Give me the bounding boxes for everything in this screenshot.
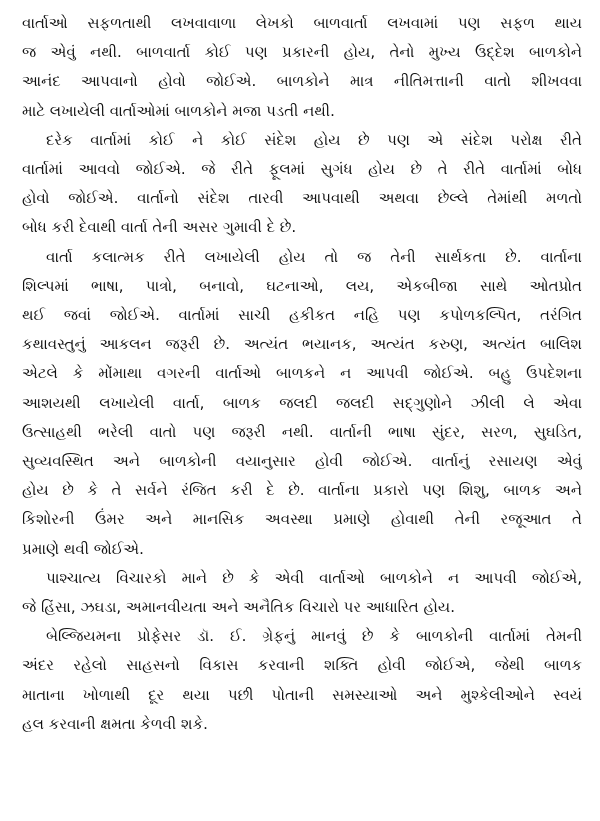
- text-line: દરેક વાર્તામાં કોઈ ને કોઈ સંદેશ હોય છે પણ એ સંદેશ પરોક્ષ રીતે: [46, 130, 582, 149]
- text-line: હોય છે કે તે સર્વને રંજિત કરી દે છે. વાર્તાના પ્રકારો પણ શિશુ, બાળક અને: [22, 481, 582, 500]
- text-line: વાર્તામાં આવવો જોઈએ. જે રીતે ફૂલમાં સુગંધ હોય છે તે રીતે વાર્તામાં બોધ: [22, 160, 582, 179]
- text-line: પ્રમાણે થવી જોઈએ.: [22, 539, 144, 558]
- text-line: એટલે કે મોંમાથા વગરની વાર્તાઓ બાળકને ન આપવી જોઈએ. બહુ ઉપદેશના: [22, 364, 582, 383]
- text-line: વાર્તા કલાત્મક રીતે લખાયેલી હોય તો જ તેની સાર્થકતા છે. વાર્તાના: [46, 247, 582, 266]
- text-line: બેલ્જિયમના પ્રોફેસર ડૉ. ઈ. ગ્રેફનું માનવું છે કે બાળકોની વાર્તામાં તેમની: [46, 627, 582, 646]
- text-line: બોધ કરી દેવાથી વાર્તા તેની અસર ગુમાવી દે છે.: [22, 218, 297, 237]
- text-line: કથાવસ્તુનું આકલન જરૂરી છે. અત્યંત ભયાનક, અત્યંત કરુણ, અત્યંત બાલિશ: [22, 335, 582, 354]
- text-line: માટે લખાયેલી વાર્તાઓમાં બાળકોને મજા પડતી નથી.: [22, 101, 335, 120]
- paragraph-4: [22, 564, 582, 622]
- text-line: જે હિંસા, ઝઘડા, અમાનવીયતા અને અનૈતિક વિચારો પર આધારિત હોય.: [22, 598, 455, 617]
- paragraph-1: [22, 9, 582, 126]
- text-line: કિશોરની ઉંમર અને માનસિક અવસ્થા પ્રમાણે હોવાથી તેની રજૂઆત તે: [22, 510, 582, 529]
- text-line: પાશ્ચાત્ય વિચારકો માને છે કે એવી વાર્તાઓ બાળકોને ન આપવી જોઈએ,: [46, 568, 582, 587]
- text-line: હોવો જોઈએ. વાર્તાનો સંદેશ તારવી આપવાથી અથવા છેલ્લે તેમાંથી મળતો: [22, 189, 582, 208]
- paragraph-3: [22, 243, 582, 564]
- paragraph-5: [22, 622, 582, 739]
- text-line: ઉત્સાહથી ભરેલી વાતો પણ જરૂરી નથી. વાર્તાની ભાષા સુંદર, સરળ, સુઘડિત,: [22, 422, 582, 441]
- text-line: હલ કરવાની ક્ષમતા કેળવી શકે.: [22, 714, 208, 733]
- text-line: વાર્તાઓ સફળતાથી લખવાવાળા લેખકો બાળવાર્તા લખવામાં પણ સફળ થાય: [22, 14, 582, 32]
- text-line: સુવ્યવસ્થિત અને બાળકોની વયાનુસાર હોવી જોઈએ. વાર્તાનું રસાયણ એવું: [22, 452, 582, 471]
- text-line: શિલ્પમાં ભાષા, પાત્રો, બનાવો, ઘટનાઓ, લય, એકબીજા સાથે ઓતપ્રોત: [22, 276, 582, 295]
- text-line: થઈ જવાં જોઈએ. વાર્તામાં સાચી હકીકત નહિ પણ કપોળકલ્પિત, તરંગિત: [22, 306, 582, 325]
- text-line: માતાના ખોળાથી દૂર થયા પછી પોતાની સમસ્યાઓ અને મુશ્કેલીઓને સ્વયં: [22, 685, 582, 704]
- text-line: આશયથી લખાયેલી વાર્તા, બાળક જલદી જલદી સદ્ગુણોને ઝીલી લે એવા: [22, 393, 582, 412]
- text-line: આનંદ આપવાનો હોવો જોઈએ. બાળકોને માત્ર નીતિમત્તાની વાતો શીખવવા: [22, 72, 582, 91]
- paragraph-2: [22, 126, 582, 243]
- text-line: અંદર રહેલો સાહસનો વિકાસ કરવાની શક્તિ હોવી જોઈએ, જેથી બાળક: [22, 656, 582, 675]
- text-line: જ એવું નથી. બાળવાર્તા કોઈ પણ પ્રકારની હોય, તેનો મુખ્ય ઉદ્દેશ બાળકોને: [22, 43, 582, 62]
